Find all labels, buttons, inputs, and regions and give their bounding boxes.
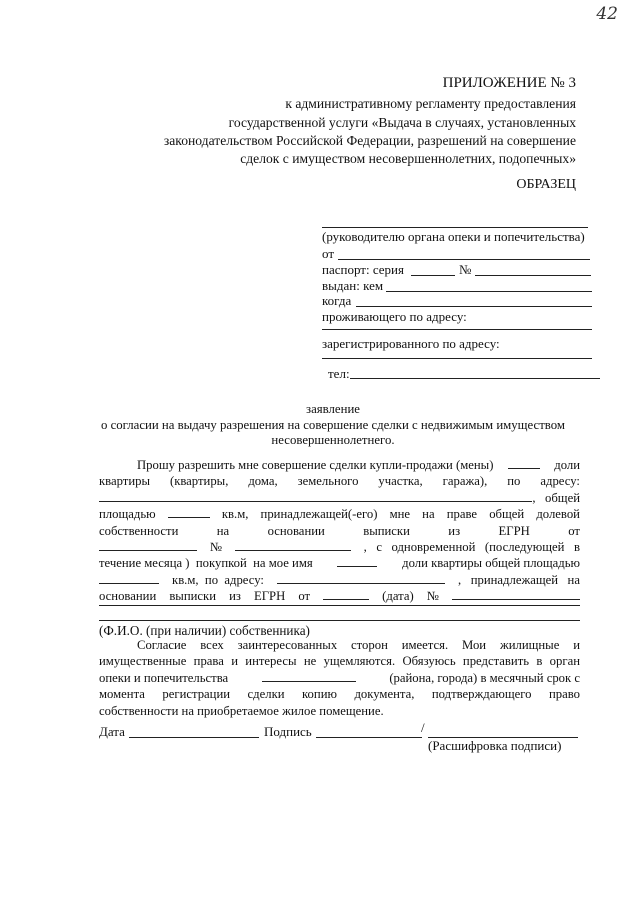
body-line-9: [99, 588, 580, 604]
address-blank: [99, 490, 532, 502]
w: мне: [389, 507, 411, 522]
phone-label: тел:: [328, 366, 350, 381]
owner-fio-label: (Ф.И.О. (при наличии) собственника): [99, 623, 310, 638]
purchase-address-blank: [277, 572, 445, 584]
slash: /: [421, 720, 425, 735]
body-line-7: [99, 555, 580, 571]
header-line-3: законодательством Российской Федерации, разрешений на совершение: [163, 133, 576, 148]
consent-line-3: [99, 670, 580, 686]
residing-line: [322, 329, 592, 330]
when-label: когда: [322, 293, 352, 308]
w: на: [216, 523, 230, 538]
egrn-number-2-blank: [452, 588, 580, 600]
passport-number-line: [475, 275, 591, 276]
num-sign: №: [426, 589, 439, 604]
w: квартиры: [99, 474, 150, 489]
body-line-3: [99, 490, 580, 506]
w: из: [229, 589, 241, 604]
purchase-share-blank: [337, 555, 377, 567]
egrn-date-2-blank: [323, 588, 369, 600]
registered-line: [322, 358, 592, 359]
body-l1b: доли: [554, 458, 580, 472]
w: кв.м,: [221, 507, 249, 522]
header-line-2: государственной услуги «Выдача в случаях, установленных: [228, 115, 576, 130]
body-line-1: [99, 457, 580, 473]
body-l7a: течение месяца ) покупкой на мое имя: [99, 556, 313, 571]
passport-series-line: [411, 275, 455, 276]
w: принадлежащей(-его): [260, 507, 378, 522]
title-line-3: несовершеннолетнего.: [271, 433, 395, 447]
w: выписки: [169, 589, 216, 604]
phone-line: [350, 378, 600, 379]
body-l7b: доли квартиры общей площадью: [402, 556, 580, 571]
w: (квартиры,: [169, 474, 229, 489]
w: от: [298, 589, 311, 604]
body-l8b: , принадлежащей на: [458, 572, 580, 587]
w: праве: [446, 507, 478, 522]
owner-blank-line-2: [99, 620, 580, 621]
w: выписки: [363, 523, 410, 538]
w: гаража),: [442, 474, 488, 489]
when-line: [356, 306, 592, 307]
header-line-4: сделок с имуществом несовершеннолетних, подопечных»: [240, 151, 576, 166]
body-line-6: [99, 539, 580, 555]
title-line-1: заявление: [306, 402, 360, 416]
from-line: [338, 259, 590, 260]
issued-by-label: выдан: кем: [322, 278, 384, 293]
body-l1a: Прошу разрешить мне совершение сделки купли-продажи (мены): [137, 458, 494, 472]
signature-label: Подпись: [264, 724, 312, 739]
w: адресу:: [540, 474, 580, 489]
w: основании: [99, 589, 157, 604]
residing-label: проживающего по адресу:: [322, 309, 467, 324]
body-l6a: №: [209, 540, 222, 555]
consent-line-1: Согласие всех заинтересованных сторон имеется. Мои жилищные и: [137, 638, 580, 652]
w: основании: [267, 523, 325, 538]
egrn-number-blank: [235, 539, 351, 551]
consent-l3b: (района, города) в месячный срок с: [389, 670, 580, 685]
body-line-8: [99, 572, 580, 588]
w: общей: [489, 507, 525, 522]
passport-series-label: паспорт: серия: [322, 262, 404, 277]
purchase-area-blank: [99, 572, 159, 584]
w: земельного: [297, 474, 359, 489]
consent-line-5: собственности на приобретаемое жилое помещение.: [99, 703, 384, 718]
sample-label: ОБРАЗЕЦ: [516, 177, 576, 192]
w: ЕГРН: [498, 523, 530, 538]
title-line-2: о согласии на выдачу разрешения на совершение сделки с недвижимым имуществом: [100, 418, 565, 432]
addressee-line: [322, 227, 588, 228]
w: от: [568, 523, 580, 538]
w: из: [448, 523, 461, 538]
body-line-5: [99, 523, 580, 539]
header-line-1: к административному регламенту предоставления: [285, 96, 576, 111]
owner-blank-line-1: [99, 605, 580, 606]
appendix-number: ПРИЛОЖЕНИЕ № 3: [442, 75, 576, 91]
passport-number-label: №: [459, 262, 472, 277]
date-line: [129, 737, 259, 738]
registered-label: зарегистрированного по адресу:: [322, 336, 500, 351]
date-hint: (дата): [382, 589, 414, 604]
body-l8a: кв.м, по адресу:: [172, 572, 264, 587]
decode-label: (Расшифровка подписи): [428, 738, 562, 753]
body-line-2: [99, 473, 580, 489]
handwritten-page-number: 42: [596, 4, 618, 24]
body-line-4: [99, 506, 580, 522]
w: площадью: [99, 507, 156, 522]
w: ЕГРН: [253, 589, 286, 604]
district-blank: [262, 670, 356, 682]
body-l6b: , с одновременной (последующей в: [363, 540, 580, 555]
w: по: [507, 474, 521, 489]
w: на: [422, 507, 435, 522]
area-blank: [168, 506, 210, 518]
w: участка,: [378, 474, 423, 489]
consent-line-4: момента регистрации сделки копию документа, подтверждающего право: [99, 687, 580, 702]
issued-by-line: [386, 291, 592, 292]
date-label: Дата: [99, 724, 125, 739]
w: долевой: [536, 507, 580, 522]
addressee-head: (руководителю органа опеки и попечительства): [322, 229, 585, 244]
egrn-date-blank: [99, 539, 197, 551]
from-label: от: [322, 246, 335, 261]
body-l3: , общей: [532, 490, 580, 505]
w: дома,: [248, 474, 278, 489]
consent-l3a: опеки и попечительства: [99, 670, 229, 685]
signature-line: [316, 737, 422, 738]
share-fraction-blank: [508, 457, 540, 469]
w: собственности: [99, 523, 179, 538]
consent-line-2: имущественные права и интересы не ущемляются. Обязуюсь представить в орган: [99, 654, 580, 669]
